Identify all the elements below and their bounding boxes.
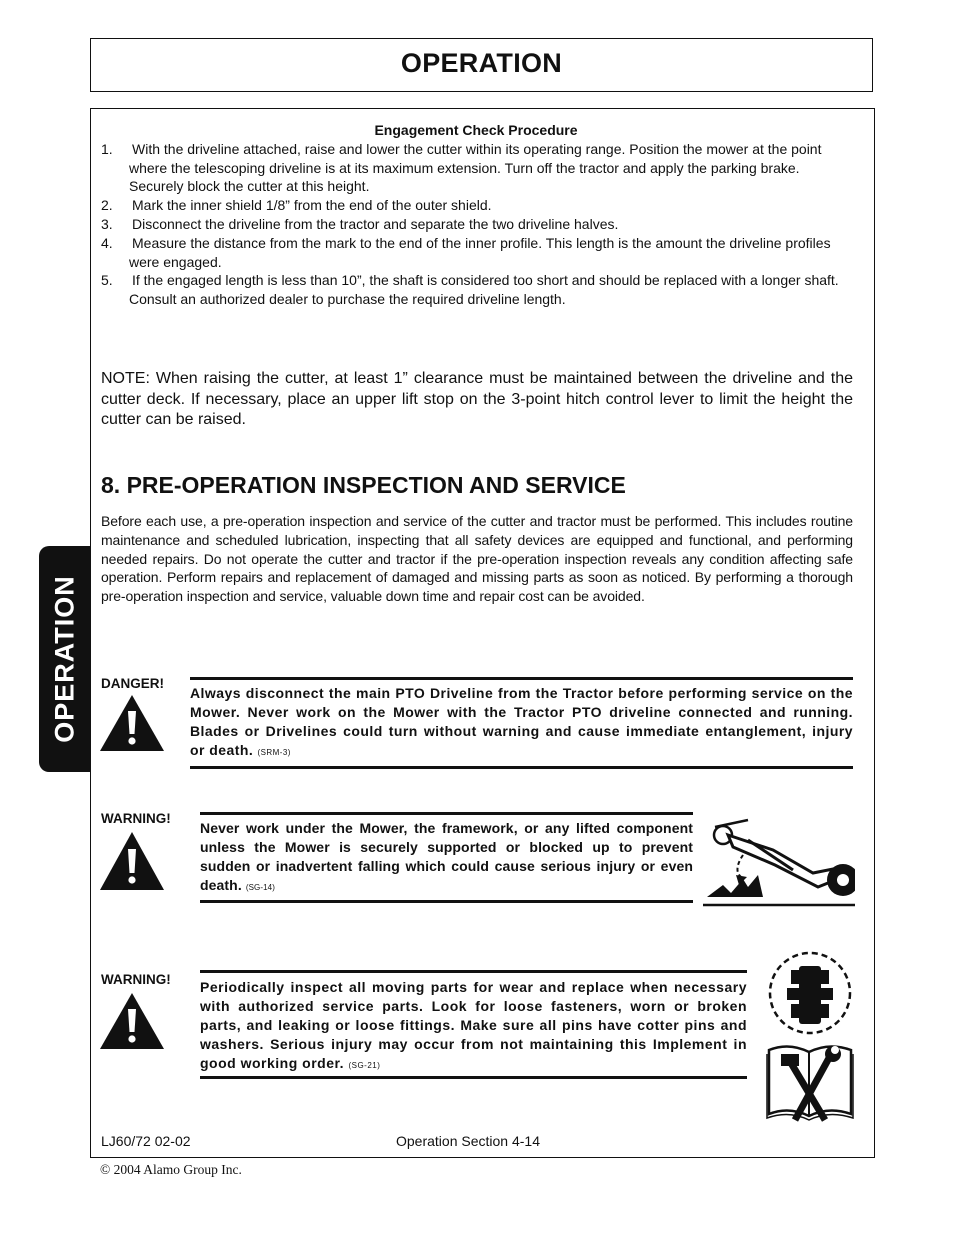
step-number: 5.	[101, 272, 113, 288]
danger-code: (SRM-3)	[257, 748, 291, 757]
warning-text: Never work under the Mower, the framework, or any lifted component unless the Mower is securely supported or blocked up to prevent sudden or inadvertent falling which could cause serious injury or even death.	[200, 820, 693, 893]
note-paragraph: NOTE: When raising the cutter, at least 1” clearance must be maintained between the driveline and the cutter deck. If necessary, place an upper lift stop on the 3-point hitch control lever to limit the height the cutter can be raised.	[101, 370, 853, 428]
header-box	[90, 38, 873, 92]
service-manual-icon	[763, 950, 855, 1124]
step-text: Measure the distance from the mark to the end of the inner profile. This length is the amount the driveline profiles were engaged.	[129, 235, 831, 270]
warning-code: (SG-21)	[348, 1061, 381, 1070]
warning-label: WARNING!	[101, 972, 171, 987]
warning-message	[200, 819, 693, 897]
step-text: With the driveline attached, raise and lower the cutter within its operating range. Position the mower at the point where the telescoping driveline is at its maximum extension. Turn off the tractor and apply the parking brake. Securely block the cutter at this height.	[129, 141, 822, 195]
warning-triangle-icon	[99, 694, 165, 752]
step-text: Mark the inner shield 1/8” from the end of the outer shield.	[132, 197, 492, 213]
step-number: 1.	[101, 141, 113, 157]
step-text: If the engaged length is less than 10”, the shaft is considered too short and should be replaced with a longer shaft. Consult an authorized dealer to purchase the required driveline length.	[129, 272, 839, 307]
procedure-step	[101, 234, 853, 271]
warning-message	[200, 978, 747, 1075]
warning-text: Periodically inspect all moving parts for wear and replace when necessary with authorized service parts. Look for loose fasteners, worn or broken parts, and leaking or loose fittings. Make sure all pins have cotter pins and washers. Serious injury may occur from not maintaining this Implement in good working order.	[200, 979, 747, 1071]
procedure-step	[101, 215, 853, 234]
top-rule	[200, 970, 747, 973]
procedure-step	[101, 140, 853, 196]
procedure-step	[101, 271, 853, 308]
warning-triangle-icon	[99, 992, 165, 1050]
section-intro: Before each use, a pre-operation inspection and service of the cutter and tractor must be performed. This includes routine maintenance and scheduled lubrication, inspecting that all safety devices are equipped and functional, and performing needed repairs. Do not operate the cutter and tractor if the pre-operation inspection reveals any condition affecting safe operation. Perform repairs and replacement of damaged and missing parts as soon as noticed. By performing a thorough pre-operation inspection and service, valuable down time and repair cost can be avoided.	[101, 513, 853, 605]
page-title: OPERATION	[400, 48, 563, 78]
procedure-step	[101, 196, 853, 215]
danger-label: DANGER!	[101, 676, 164, 691]
side-tab-label: OPERATION	[49, 575, 80, 743]
warning-code: (SG-14)	[245, 883, 275, 892]
step-number: 3.	[101, 216, 113, 232]
copyright-notice: © 2004 Alamo Group Inc.	[100, 1162, 242, 1177]
section-side-tab	[39, 546, 91, 772]
danger-text: Always disconnect the main PTO Driveline from the Tractor before performing service on the Mower. Never work on the Mower with the Tractor PTO driveline connected and running. Blades or Drivelines could turn without warning and cause immediate entanglement, injury or death.	[190, 685, 853, 758]
top-rule	[190, 677, 853, 680]
step-number: 4.	[101, 235, 113, 251]
footer-doc-code: LJ60/72 02-02	[101, 1133, 191, 1149]
bottom-rule	[200, 900, 693, 903]
bottom-rule	[200, 1076, 747, 1079]
section-heading: 8. PRE-OPERATION INSPECTION AND SERVICE	[101, 472, 626, 498]
top-rule	[200, 812, 693, 815]
crush-hazard-icon	[703, 815, 855, 910]
footer-page-number: Operation Section 4-14	[396, 1133, 540, 1149]
warning-triangle-icon	[99, 831, 165, 891]
danger-message	[190, 684, 853, 762]
procedure-title: Engagement Check Procedure	[374, 122, 578, 138]
bottom-rule	[190, 766, 853, 769]
warning-label: WARNING!	[101, 811, 171, 826]
step-text: Disconnect the driveline from the tractor and separate the two driveline halves.	[132, 216, 619, 232]
step-number: 2.	[101, 197, 113, 213]
